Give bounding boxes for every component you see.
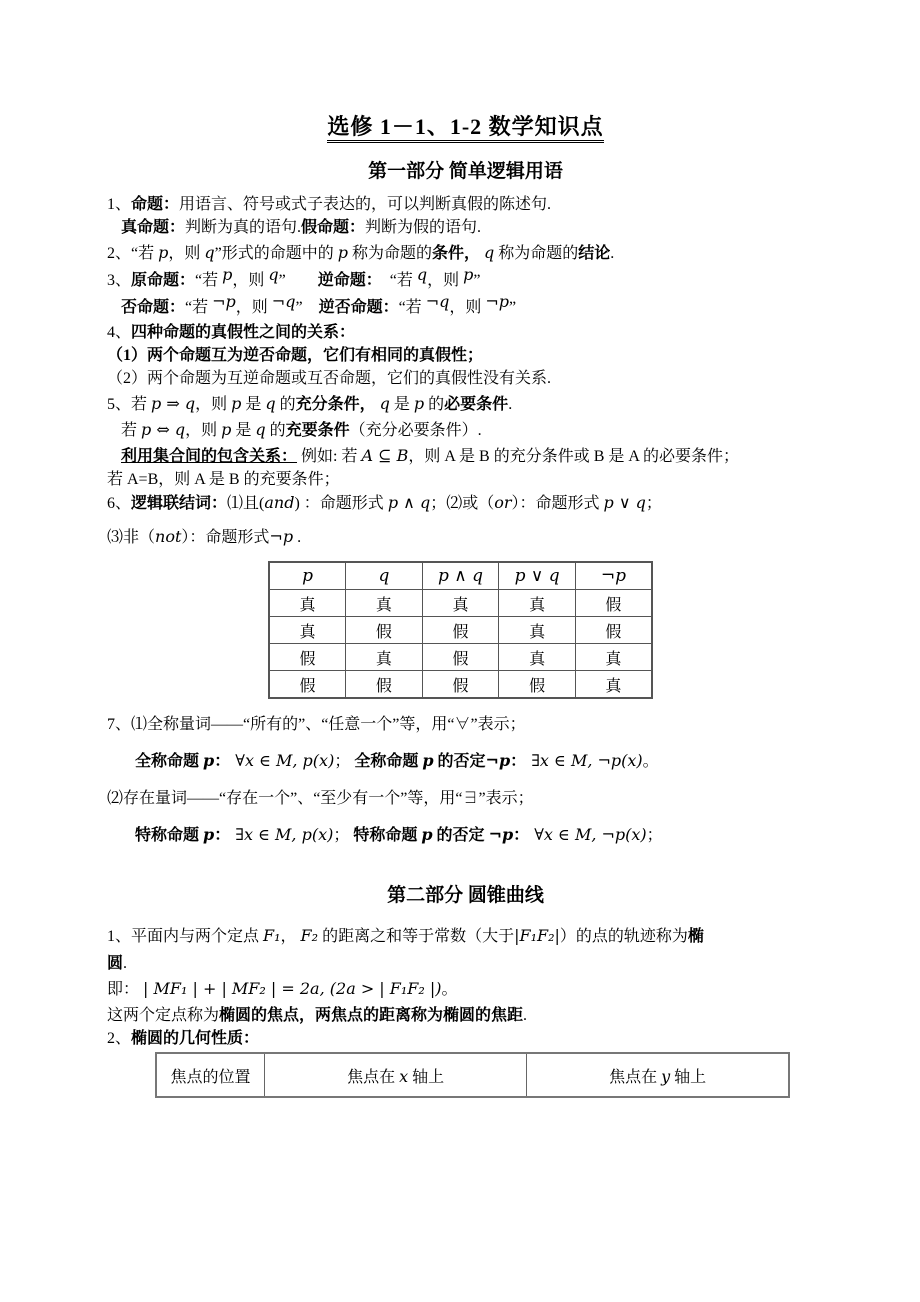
truth-table-cell: 真 [499,644,576,671]
text-run: 焦点在 [609,1068,662,1086]
truth-table-cell: 真 [499,590,576,617]
truth-table-cell: 真 [346,590,423,617]
text-run: p [222,265,233,284]
truth-table [268,561,653,699]
text-run: ，则 [449,299,486,316]
text-run: x [399,1066,409,1086]
text-run: 5、若 [107,396,152,413]
text-run: ； [333,827,354,844]
text-run: 的否定 [432,827,489,844]
text-run: 逆否命题： [318,299,399,316]
ellipse-properties-table [155,1052,790,1098]
text-run: 这两个定点称为 [107,1007,220,1024]
text-run: 判断为真的语句. [185,219,302,236]
text-run: ¬p [488,825,514,844]
text-run: 条件， [432,245,481,262]
text-run: ，则 [195,396,232,413]
text-run: ： [214,753,231,770]
text-run: 全称命题 [354,753,423,770]
text-run: ）：命题形式 [181,529,270,546]
text-run: y [661,1066,671,1086]
text-run: ； [334,753,355,770]
text-run: p [422,751,434,770]
text-line [107,525,824,549]
text-run: ¬q [425,292,450,311]
ellipse-table-header-row [156,1053,789,1097]
text-run: p [337,243,348,262]
quantifier-text [107,713,824,849]
text-run: 的 [275,396,296,413]
text-run: ∀x ∈ M, ¬p(x) [529,825,647,844]
text-run: ” [295,299,319,316]
text-run: ： [214,827,231,844]
text-run: not [155,527,182,546]
text-run: ∃x ∈ M, p(x) [230,825,334,844]
truth-table-row [269,644,652,671]
text-run: p [231,394,242,413]
text-run: 即： [107,981,144,998]
text-line [107,975,824,1004]
text-run: 逻辑联结词： [131,495,228,512]
truth-table-cell: 真 [575,671,652,699]
truth-table-header-cell: p [269,562,346,590]
text-run: 否命题： [121,299,186,316]
text-run: 必要条件 [444,396,509,413]
text-run: ，则 [232,272,269,289]
text-run: ； [646,827,663,844]
text-run: 是 [241,396,266,413]
text-line [107,468,824,491]
text-line [107,321,824,344]
text-run: ，则 [185,422,222,439]
text-run: 圆 [107,955,124,972]
truth-table-header-cell: p ∧ q [422,562,499,590]
text-run: . [610,245,615,262]
text-run: 轴上 [670,1068,707,1086]
text-run: | MF₁ | + | MF₂ | = 2a, (2a > | F₁F₂ |) [143,979,442,998]
text-run: 。 [642,753,659,770]
text-run: ，则 [427,272,464,289]
text-run: ，则 [235,299,272,316]
text-run: p ∧ q [387,493,431,512]
text-run: and [264,493,295,512]
text-run: ，则 [168,245,205,262]
text-run: 6、 [107,495,132,512]
text-run: 逆命题： [317,272,374,289]
text-run: p [413,394,425,413]
text-run: 四种命题的真假性之间的关系： [131,324,356,341]
text-run: （充分必要条件）. [349,422,482,439]
text-line [107,344,824,367]
title-row [107,112,824,145]
text-line [135,748,824,775]
truth-table-cell: 真 [269,590,346,617]
text-run: （2）两个命题为互逆命题或互否命题，它们的真假性没有关系. [107,370,552,387]
text-run: 轴上 [408,1068,445,1086]
ellipse-table-cell [527,1053,789,1097]
text-run: 原命题： [131,272,196,289]
text-run: p [203,751,215,770]
text-run: p [158,243,169,262]
text-line [135,822,824,849]
text-run: ¬q [271,292,296,311]
text-run: 称为命题的 [347,245,432,262]
text-run: ，则 A 是 B 的充分条件或 B 是 A 的必要条件； [408,448,740,465]
part1-heading: 第一部分 简单逻辑用语 [368,161,563,182]
text-line [121,444,824,468]
text-run: q [268,265,279,284]
truth-table-cell: 假 [422,617,499,644]
text-line [107,392,824,416]
text-line [107,921,824,952]
text-run: p [463,265,474,284]
text-run: 焦点的位置 [170,1068,251,1086]
truth-table-header-cell: ¬p [575,562,652,590]
text-run: 特称命题 [353,827,422,844]
text-run: |F₁F₂| [514,926,560,945]
truth-table-cell: 真 [575,644,652,671]
text-run: . [123,955,128,972]
truth-table-cell: 真 [422,590,499,617]
truth-table-cell: 假 [422,644,499,671]
text-run: ” [278,272,318,289]
text-line [107,491,824,515]
text-run: 例如: 若 [297,448,362,465]
text-run: ”形式的命题中的 [214,245,338,262]
text-run: . [508,396,513,413]
text-run: 用语言、符号或式子表达的，可以判断真假的陈述句. [179,196,552,213]
text-run: p ⇒ q [151,394,196,413]
text-run: ；⑵或（ [430,495,495,512]
text-run: q [484,243,495,262]
truth-table-cell: 假 [269,671,346,699]
text-run: ： [513,827,530,844]
text-run: 1、平面内与两个定点 [107,928,264,945]
text-line [107,241,824,265]
part2-heading: 第二部分 圆锥曲线 [387,885,544,906]
page-title: 选修 1－1、1-2 数学知识点 [327,114,603,143]
text-run: 假命题： [301,219,366,236]
text-run: ” [473,272,481,289]
text-run: ¬p [485,751,511,770]
text-line [107,713,824,736]
text-line [107,1004,824,1027]
text-run: ∃x ∈ M, ¬p(x) [526,751,643,770]
truth-table-cell: 假 [346,671,423,699]
text-run: 2、 [107,1030,132,1047]
text-run: p [421,825,433,844]
text-run: p ⇔ q [141,420,186,439]
text-run: 称为命题的 [494,245,579,262]
part1-text [107,193,824,549]
text-run: 焦点在 [347,1068,400,1086]
text-run: p ∨ q [603,493,646,512]
text-run: 2、“若 [107,245,159,262]
text-run: A ⊆ B [361,446,409,465]
ellipse-table-cell [156,1053,265,1097]
text-run: 7、⑴全称量词——“所有的”、“任意一个”等，用“∀”表示； [107,716,526,733]
text-run: 特称命题 [135,827,204,844]
text-run: 的距离之和等于常数（大于 [318,928,515,945]
text-run: 判断为假的语句. [365,219,482,236]
text-line [107,952,824,975]
text-line [107,367,824,390]
text-run: “若 [398,299,426,316]
text-run: 椭 [687,928,704,945]
text-run: p [203,825,215,844]
truth-table-cell: 真 [269,617,346,644]
part2-text [107,921,824,1050]
truth-table-header-cell: q [346,562,423,590]
text-run: 利用集合间的包含关系： [121,448,298,465]
text-run: “若 [195,272,223,289]
text-run: ）：命题形式 [511,495,604,512]
truth-table-cell: 假 [269,644,346,671]
truth-table-cell: 假 [575,590,652,617]
text-run: ； [645,495,662,512]
text-run: ⑴且( [227,495,265,512]
text-run: 椭圆的几何性质： [131,1030,260,1047]
text-run: ： [510,753,527,770]
text-run: ⑶非（ [107,529,156,546]
truth-table-header-cell: p ∨ q [499,562,576,590]
text-line [107,193,824,216]
text-line [121,418,824,442]
text-run: p [221,420,232,439]
text-run: 。 [441,981,458,998]
text-run: 命题： [131,196,180,213]
truth-table-cell: 假 [346,617,423,644]
text-line [107,267,824,294]
text-run: 3、 [107,272,132,289]
text-run: 1、 [107,196,132,213]
truth-table-cell: 真 [346,644,423,671]
text-run: 结论 [578,245,611,262]
text-run: q [416,265,428,284]
text-run: . [523,1007,528,1024]
text-run: 若 [121,422,142,439]
text-run: ）的点的轨迹称为 [559,928,688,945]
text-run: （1）两个命题互为逆否命题，它们有相同的真假性； [107,347,484,364]
text-run: ” [509,299,517,316]
text-line [107,1027,824,1050]
text-run: ， [280,928,301,945]
text-run: or [494,493,512,512]
text-run: q [265,394,276,413]
text-run: “若 [373,272,417,289]
ellipse-table-cell [265,1053,527,1097]
text-run: ∀x ∈ M, p(x) [230,751,335,770]
text-run: q [255,420,266,439]
text-run: 充要条件 [285,422,350,439]
text-run: 的 [424,396,445,413]
text-run: 的否定 [433,753,486,770]
text-run: . [293,529,302,546]
text-run: ¬p [485,292,510,311]
text-run: 是 [389,396,414,413]
text-run: ) ：命题形式 [294,495,388,512]
truth-table-cell: 假 [422,671,499,699]
text-run: ¬p [212,292,236,311]
text-run: ¬p [269,527,294,546]
truth-table-row [269,671,652,699]
text-run: 椭圆的焦点，两焦点的距离称为椭圆的焦距 [219,1007,524,1024]
text-run: 是 [231,422,256,439]
text-run: 若 A=B，则 A 是 B 的充要条件； [107,471,340,488]
truth-table-header-row [269,562,652,590]
truth-table-row [269,617,652,644]
text-run: 真命题： [121,219,186,236]
text-run: F₁ [263,926,281,945]
truth-table-cell: 假 [499,671,576,699]
text-line [121,294,824,321]
text-run: “若 [185,299,213,316]
truth-table-row [269,590,652,617]
text-run: q [204,243,215,262]
text-run: 全称命题 [135,753,204,770]
text-run: F₂ [300,926,319,945]
truth-table-cell: 真 [499,617,576,644]
text-line [107,787,824,810]
text-run: 的 [265,422,286,439]
text-run: ⑵存在量词——“存在一个”、“至少有一个”等，用“∃”表示； [107,790,534,807]
truth-table-cell: 假 [575,617,652,644]
text-run: 4、 [107,324,132,341]
text-run: q [379,394,390,413]
text-line [121,216,824,239]
text-run: 充分条件， [295,396,376,413]
